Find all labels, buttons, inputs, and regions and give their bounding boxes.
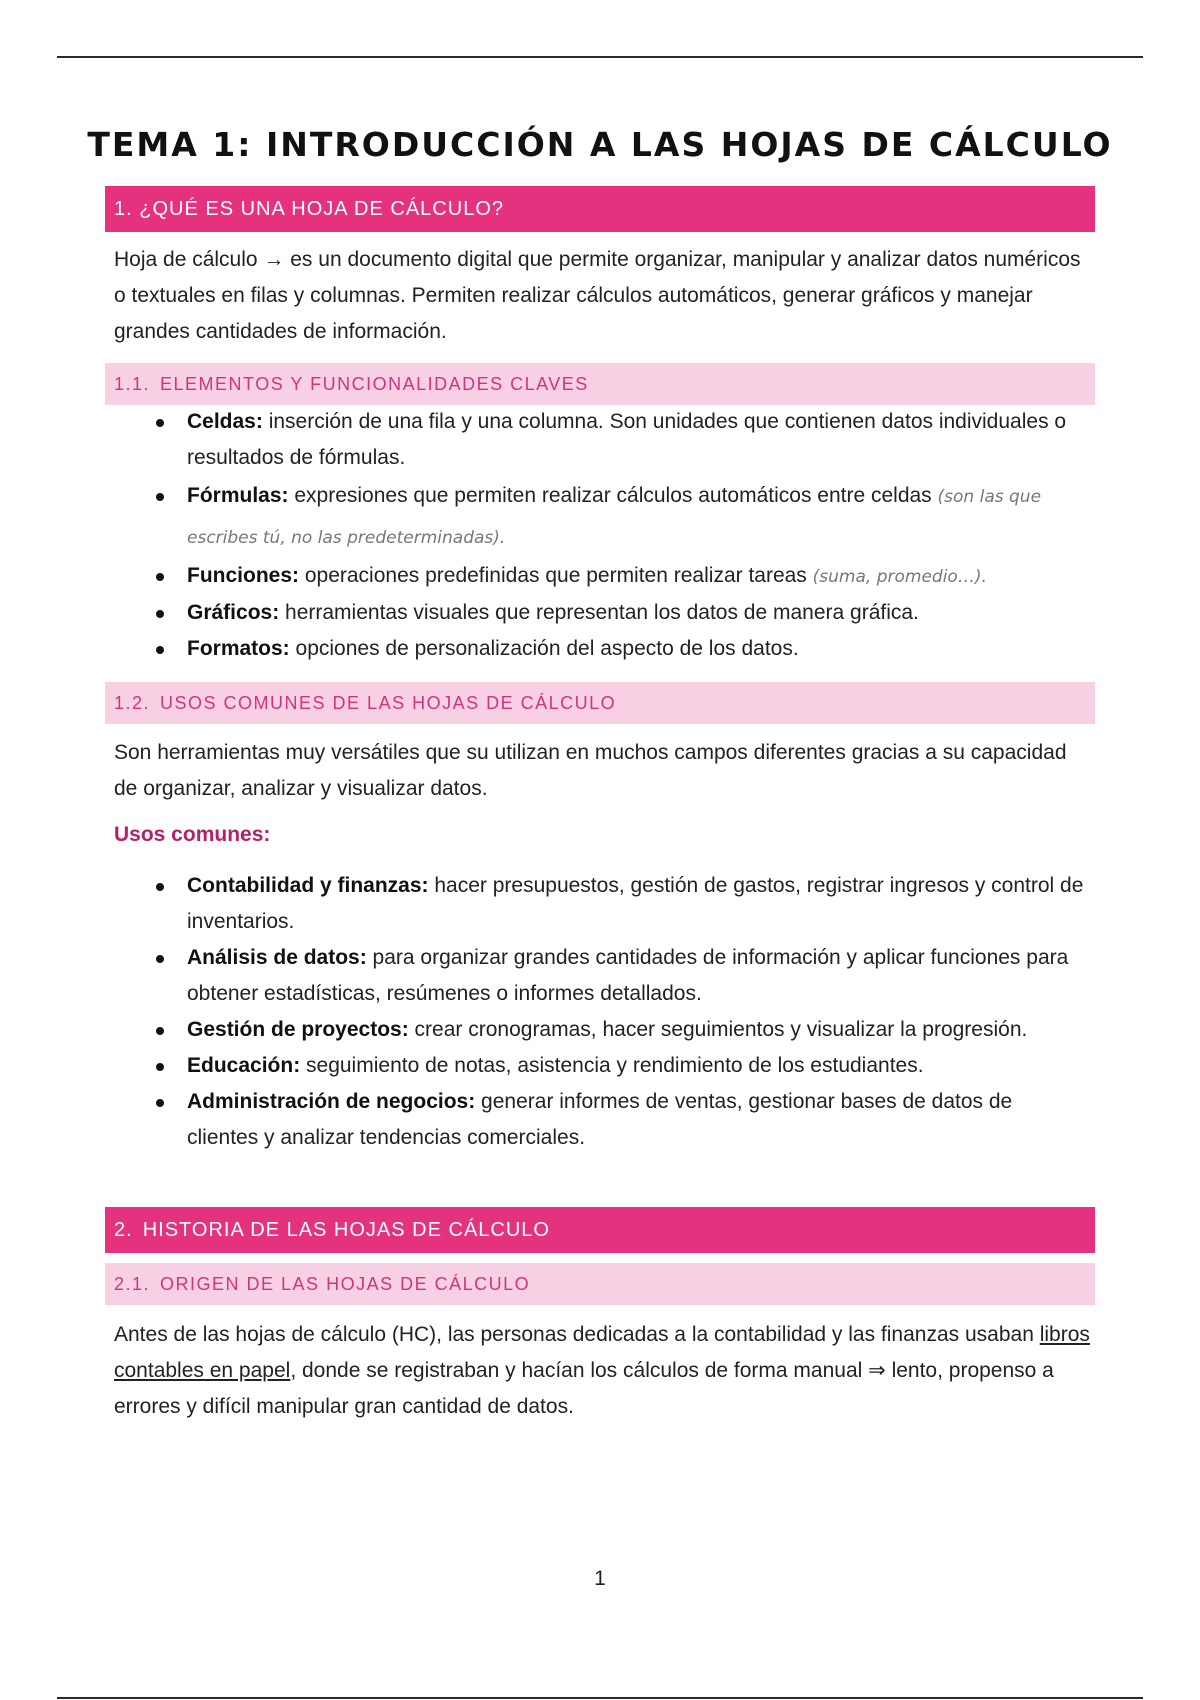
uses-list: [114, 868, 1084, 1156]
item-term: Análisis de datos:: [187, 946, 367, 969]
section-title: HISTORIA DE LAS HOJAS DE CÁLCULO: [142, 1219, 550, 1241]
bullet-icon: [156, 573, 164, 581]
item-text: generar informes de ventas, gestionar bases de datos de clientes y analizar tendencias comerciales.: [187, 1090, 1013, 1149]
handwritten-note: (suma, promedio…).: [812, 567, 987, 587]
section-number: 2.: [114, 1219, 133, 1241]
bullet-icon: [156, 1063, 164, 1071]
bullet-icon: [156, 1027, 164, 1035]
bullet-icon: [156, 1099, 164, 1107]
item-term: Contabilidad y finanzas:: [187, 874, 429, 897]
subsection-number: 2.1.: [114, 1274, 151, 1294]
underlined-term: libros contables en papel: [114, 1323, 1090, 1382]
subsection-title: ORIGEN DE LAS HOJAS DE CÁLCULO: [160, 1274, 531, 1294]
paragraph-text: , donde se registraban y hacían los cálculos de forma manual ⇒ lento, propenso a errores y difícil manipular gran cantidad de datos.: [114, 1359, 1054, 1418]
bullet-icon: [156, 883, 164, 891]
uses-label: Usos comunes:: [114, 823, 271, 846]
bullet-icon: [156, 955, 164, 963]
subsection-heading-1-2: [105, 682, 1095, 724]
elements-list: [114, 404, 1084, 667]
item-term: Administración de negocios:: [187, 1090, 476, 1113]
subsection-title: ELEMENTOS Y FUNCIONALIDADES CLAVES: [160, 374, 589, 394]
list-item: [114, 476, 1084, 558]
item-term: Formatos:: [187, 637, 290, 660]
item-term: Fórmulas:: [187, 484, 289, 507]
bullet-icon: [156, 493, 164, 501]
list-item: [114, 595, 1084, 631]
section-1-intro: Hoja de cálculo → es un documento digital que permite organizar, manipular y analizar datos numéricos o textuales en filas y columnas. Permiten realizar cálculos automáticos, generar gráficos y manejar grandes cantidades de información.: [114, 248, 1081, 343]
item-text: para organizar grandes cantidades de información y aplicar funciones para obtener estadísticas, resúmenes o informes detallados.: [187, 946, 1069, 1005]
section-1-2-intro: Son herramientas muy versátiles que su utilizan en muchos campos diferentes gracias a su capacidad de organizar, analizar y visualizar datos.: [114, 741, 1067, 800]
subsection-title: USOS COMUNES DE LAS HOJAS DE CÁLCULO: [160, 693, 617, 713]
handwritten-note: (son las que escribes tú, no las predeterminadas).: [187, 487, 1042, 548]
list-item: [114, 1012, 1084, 1048]
list-item: [114, 631, 1084, 667]
list-item: [114, 404, 1084, 476]
list-item: [114, 1048, 1084, 1084]
subsection-number: 1.1.: [114, 374, 151, 394]
list-item: [114, 868, 1084, 940]
list-item: [114, 558, 1084, 595]
subsection-number: 1.2.: [114, 693, 151, 713]
bullet-icon: [156, 610, 164, 618]
item-term: Educación:: [187, 1054, 301, 1077]
item-term: Funciones:: [187, 564, 300, 587]
subsection-heading-1-1: [105, 363, 1095, 405]
paragraph-text: Antes de las hojas de cálculo (HC), las personas dedicadas a la contabilidad y las finanzas usaban: [114, 1323, 1040, 1346]
item-term: Gráficos:: [187, 601, 280, 624]
bottom-rule: [57, 1697, 1143, 1699]
item-text: seguimiento de notas, asistencia y rendimiento de los estudiantes.: [300, 1054, 924, 1077]
subsection-heading-2-1: [105, 1263, 1095, 1305]
item-text: expresiones que permiten realizar cálculos automáticos entre celdas: [288, 484, 938, 507]
section-2-1-paragraph: [114, 1317, 1094, 1425]
item-text: inserción de una fila y una columna. Son unidades que contienen datos individuales o resultados de fórmulas.: [187, 410, 1067, 469]
list-item: [114, 940, 1084, 1012]
item-term: Celdas:: [187, 410, 263, 433]
item-text: opciones de personalización del aspecto de los datos.: [289, 637, 799, 660]
list-item: [114, 1084, 1084, 1156]
section-heading-1: 1. ¿QUÉ ES UNA HOJA DE CÁLCULO?: [105, 186, 1095, 232]
item-text: operaciones predefinidas que permiten realizar tareas: [299, 564, 813, 587]
top-rule: [57, 56, 1143, 58]
section-heading-2: [105, 1207, 1095, 1253]
item-text: hacer presupuestos, gestión de gastos, registrar ingresos y control de inventarios.: [187, 874, 1084, 933]
item-text: herramientas visuales que representan los datos de manera gráfica.: [279, 601, 919, 624]
page-title: TEMA 1: INTRODUCCIÓN A LAS HOJAS DE CÁLCULO: [87, 125, 1113, 164]
page-number: 1: [594, 1567, 606, 1590]
item-term: Gestión de proyectos:: [187, 1018, 409, 1041]
item-text: crear cronogramas, hacer seguimientos y visualizar la progresión.: [408, 1018, 1028, 1041]
bullet-icon: [156, 646, 164, 654]
bullet-icon: [156, 419, 164, 427]
